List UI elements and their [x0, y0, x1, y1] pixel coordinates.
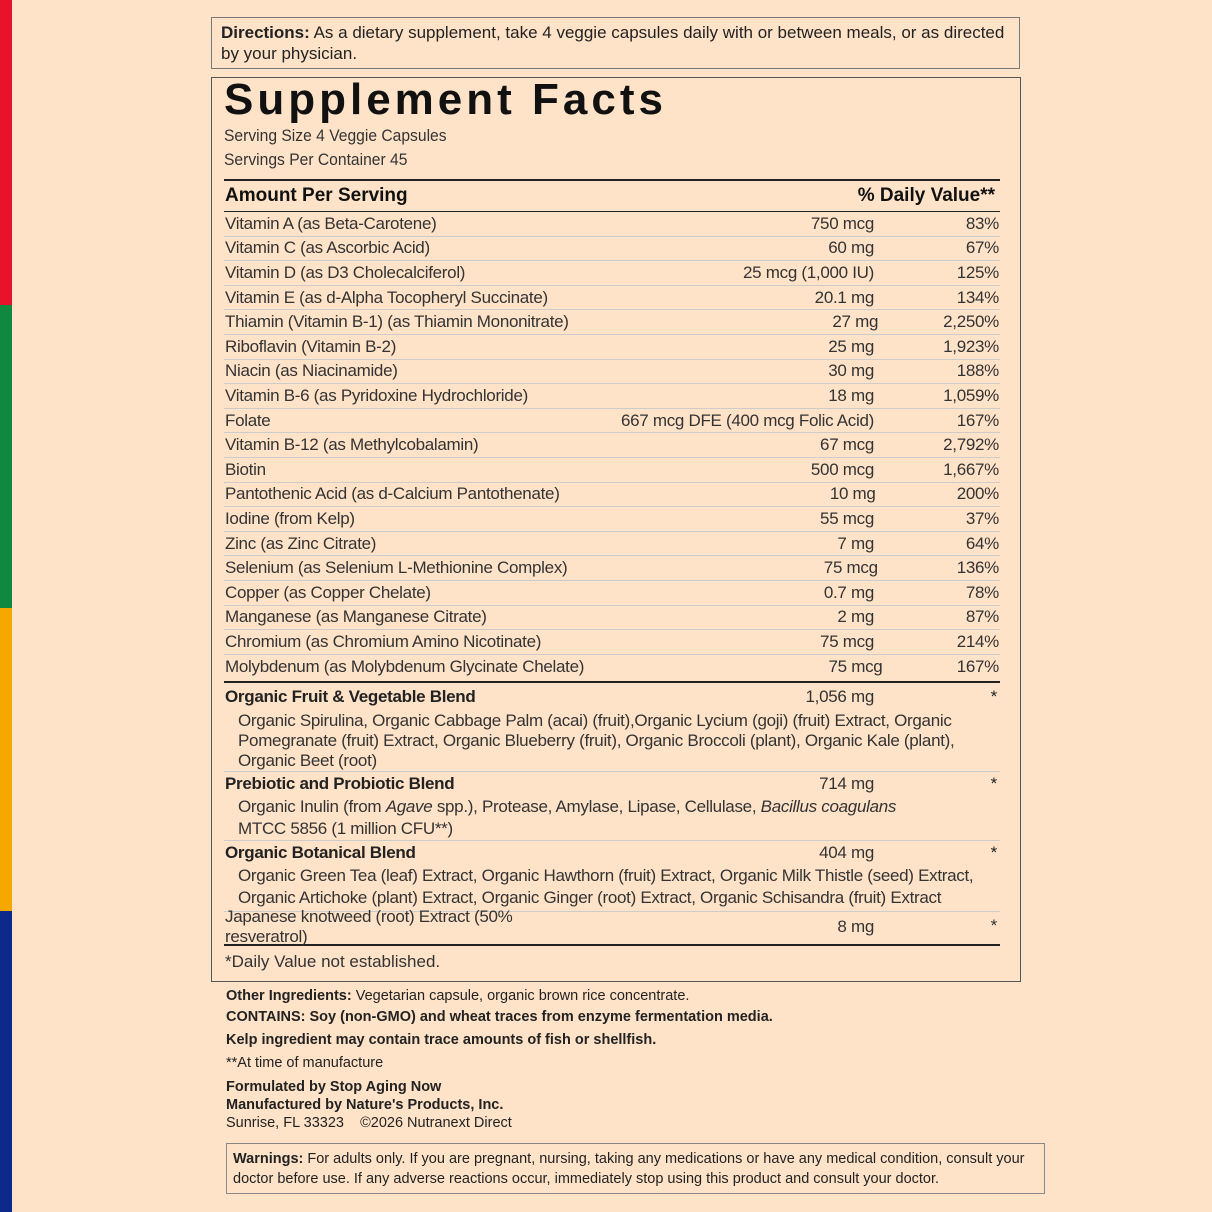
blend-ingredients: [224, 796, 1000, 840]
nutrient-row: [224, 581, 1000, 606]
blend-fruit-veg: [224, 683, 1000, 772]
nutrient-name: Vitamin A (as Beta-Carotene): [225, 213, 437, 233]
blend-section: [224, 683, 1000, 947]
nutrient-amount: 18 mg: [828, 385, 874, 405]
daily-value-header: % Daily Value**: [857, 185, 995, 206]
daily-value-note: *Daily Value not established.: [225, 952, 441, 972]
directions-box: [211, 17, 1020, 69]
nutrient-name: Iodine (from Kelp): [225, 508, 355, 528]
nutrient-amount: 500 mcg: [810, 459, 874, 479]
formulated-by: Formulated by Stop Aging Now: [226, 1079, 442, 1095]
nutrient-dv: 1,667%: [943, 459, 999, 479]
ing-text: spp.), Protease, Amylase, Lipase, Cellulase,: [432, 797, 761, 817]
blend-name: Prebiotic and Probiotic Blend: [225, 774, 455, 794]
nutrient-name: Riboflavin (Vitamin B-2): [225, 336, 397, 356]
nutrient-table: [224, 212, 1020, 679]
nutrient-row: [224, 606, 1000, 631]
nutrient-amount: 55 mcg: [820, 508, 874, 528]
nutrient-dv: 2,250%: [943, 312, 999, 332]
supplement-facts-panel: [211, 77, 1021, 982]
nutrient-name: Chromium (as Chromium Amino Nicotinate): [225, 631, 542, 651]
nutrient-dv: 64%: [965, 533, 999, 553]
nutrient-row: [224, 335, 1000, 360]
ing-text: Organic Inulin (from: [238, 797, 386, 817]
stripe-green: [0, 305, 12, 608]
nutrient-dv: 214%: [956, 631, 999, 651]
warnings-text: For adults only. If you are pregnant, nursing, taking any medications or have any medical condition, consult your doctor before use. If any adverse reactions occur, immediately stop using this product and consult your doctor.: [233, 1151, 1025, 1187]
facts-title: Supplement Facts: [224, 75, 667, 124]
nutrient-amount: 30 mg: [828, 361, 874, 381]
nutrient-row: [224, 556, 1000, 581]
serving-size: Serving Size 4 Veggie Capsules: [224, 126, 447, 145]
knotweed-amount: 8 mg: [837, 917, 874, 937]
nutrient-dv: 125%: [956, 262, 999, 282]
nutrient-name: Selenium (as Selenium L-Methionine Complex): [225, 558, 568, 578]
directions-label: Directions:: [221, 23, 310, 42]
blend-amount: 714 mg: [819, 774, 874, 794]
nutrient-amount: 667 mcg DFE (400 mcg Folic Acid): [620, 410, 874, 430]
nutrient-dv: 2,792%: [943, 435, 999, 455]
blend-prebiotic: [224, 772, 1000, 841]
contains-statement: CONTAINS: Soy (non-GMO) and wheat traces from enzyme fermentation media.: [226, 1009, 773, 1025]
nutrient-dv: 78%: [965, 582, 999, 602]
other-info: [226, 986, 1026, 1132]
knotweed-dv: *: [990, 916, 997, 936]
warnings-label: Warnings:: [233, 1151, 304, 1167]
nutrient-name: Molybdenum (as Molybdenum Glycinate Chelate): [225, 656, 585, 676]
nutrient-amount: 75 mcg: [828, 656, 883, 676]
nutrient-dv: 136%: [956, 558, 999, 578]
address-copyright: Sunrise, FL 33323 ©2026 Nutranext Direct: [226, 1115, 512, 1131]
blend-head: [224, 772, 1000, 796]
nutrient-dv: 67%: [965, 238, 999, 258]
blend-amount: 1,056 mg: [805, 687, 874, 707]
nutrient-dv: 1,923%: [943, 336, 999, 356]
nutrient-row: [224, 532, 1000, 557]
stripe-red: [0, 0, 12, 305]
blend-amount: 404 mg: [819, 843, 874, 863]
blend-head: [224, 685, 1000, 709]
servings-per-container: Servings Per Container 45: [224, 150, 408, 169]
blend-name: Organic Fruit & Vegetable Blend: [225, 687, 476, 707]
nutrient-name: Copper (as Copper Chelate): [225, 582, 431, 602]
nutrient-amount: 2 mg: [837, 607, 874, 627]
nutrient-name: Niacin (as Niacinamide): [225, 361, 398, 381]
nutrient-row: [224, 286, 1000, 311]
knotweed-name: Japanese knotweed (root) Extract (50% resveratrol): [225, 907, 513, 947]
nutrient-row: [224, 212, 1000, 237]
manufacture-note: **At time of manufacture: [226, 1055, 384, 1071]
nutrient-row: [224, 261, 1000, 286]
warnings-box: [226, 1143, 1045, 1194]
ing-italic: Bacillus coagulans: [760, 797, 897, 817]
nutrient-dv: 1,059%: [943, 385, 999, 405]
nutrient-amount: 0.7 mg: [823, 582, 874, 602]
other-ingredients: [226, 986, 1026, 1006]
knotweed-row: [224, 907, 1000, 947]
nutrient-name: Thiamin (Vitamin B-1) (as Thiamin Mononitrate): [225, 312, 569, 332]
kelp-statement: Kelp ingredient may contain trace amounts of fish or shellfish.: [226, 1032, 657, 1048]
stripe-blue: [0, 911, 12, 1212]
nutrient-row: [224, 433, 1000, 458]
nutrient-name: Vitamin D (as D3 Cholecalciferol): [225, 262, 466, 282]
nutrient-name: Pantothenic Acid (as d-Calcium Pantothenate): [225, 484, 560, 504]
nutrient-name: Vitamin E (as d-Alpha Tocopheryl Succinate): [225, 287, 548, 307]
nutrient-row: [224, 458, 1000, 483]
nutrient-amount: 60 mg: [828, 238, 874, 258]
nutrient-row: [224, 310, 1000, 335]
nutrient-row: [224, 384, 1000, 409]
nutrient-dv: 134%: [956, 287, 999, 307]
nutrient-row: [224, 360, 1000, 385]
nutrient-amount: 20.1 mg: [814, 287, 874, 307]
nutrient-dv: 87%: [965, 607, 999, 627]
nutrient-amount: 75 mcg: [820, 631, 874, 651]
nutrient-amount: 67 mcg: [820, 435, 874, 455]
nutrient-row: [224, 409, 1000, 434]
blend-dv: *: [990, 843, 997, 863]
directions-text: As a dietary supplement, take 4 veggie capsules daily with or between meals, or as directed by your physician.: [221, 23, 1005, 63]
nutrient-name: Manganese (as Manganese Citrate): [225, 607, 487, 627]
blend-ingredients: Organic Green Tea (leaf) Extract, Organic Hawthorn (fruit) Extract, Organic Milk Thistle (seed) Extract, Organic Artichoke (plant) Extract, Organic Ginger (root) Extract, Organic Schisandra (fruit) Extract: [238, 866, 974, 908]
nutrient-dv: 83%: [965, 213, 999, 233]
nutrient-amount: 25 mcg (1,000 IU): [743, 262, 874, 282]
ing-text: MTCC 5856 (1 million CFU**): [238, 819, 453, 839]
blend-dv: *: [990, 687, 997, 707]
ing-italic: Agave: [385, 797, 433, 817]
nutrient-dv: 188%: [956, 361, 999, 381]
nutrient-name: Vitamin B-12 (as Methylcobalamin): [225, 435, 479, 455]
blend-botanical: [224, 841, 1000, 912]
stripe-orange: [0, 608, 12, 911]
other-ingredients-text: Vegetarian capsule, organic brown rice concentrate.: [351, 988, 690, 1004]
nutrient-amount: 75 mcg: [823, 558, 878, 578]
nutrient-row: [224, 630, 1000, 655]
nutrient-name: Vitamin B-6 (as Pyridoxine Hydrochloride): [225, 385, 528, 405]
nutrient-dv: 200%: [956, 484, 999, 504]
manufactured-by: Manufactured by Nature's Products, Inc.: [226, 1097, 504, 1113]
blend-ingredients: Organic Spirulina, Organic Cabbage Palm (acai) (fruit),Organic Lycium (goji) (fruit) Extract, Organic Pomegranate (fruit) Extract, Organic Blueberry (fruit), Organic Broccoli (plant), Organic Kale (plant), Organic Beet (root): [238, 711, 955, 771]
nutrient-name: Vitamin C (as Ascorbic Acid): [225, 238, 430, 258]
nutrient-amount: 25 mg: [828, 336, 874, 356]
nutrient-row: [224, 483, 1000, 508]
nutrient-name: Folate: [225, 410, 271, 430]
other-ingredients-label: Other Ingredients:: [226, 988, 352, 1004]
nutrient-amount: 10 mg: [829, 484, 876, 504]
blend-dv: *: [990, 774, 997, 794]
nutrient-name: Biotin: [225, 459, 266, 479]
nutrient-row: [224, 237, 1000, 262]
nutrient-name: Zinc (as Zinc Citrate): [225, 533, 377, 553]
nutrient-dv: 37%: [965, 508, 999, 528]
nutrient-amount: 27 mg: [832, 312, 879, 332]
blend-name: Organic Botanical Blend: [225, 843, 416, 863]
nutrient-row: [224, 507, 1000, 532]
nutrient-dv: 167%: [956, 656, 999, 676]
nutrient-dv: 167%: [956, 410, 999, 430]
amount-per-serving-header: Amount Per Serving: [225, 185, 408, 206]
nutrient-amount: 7 mg: [837, 533, 874, 553]
blend-head: [224, 841, 1000, 865]
nutrient-amount: 750 mcg: [810, 213, 874, 233]
nutrient-row: [224, 655, 1000, 680]
facts-header-row: [224, 181, 1000, 211]
